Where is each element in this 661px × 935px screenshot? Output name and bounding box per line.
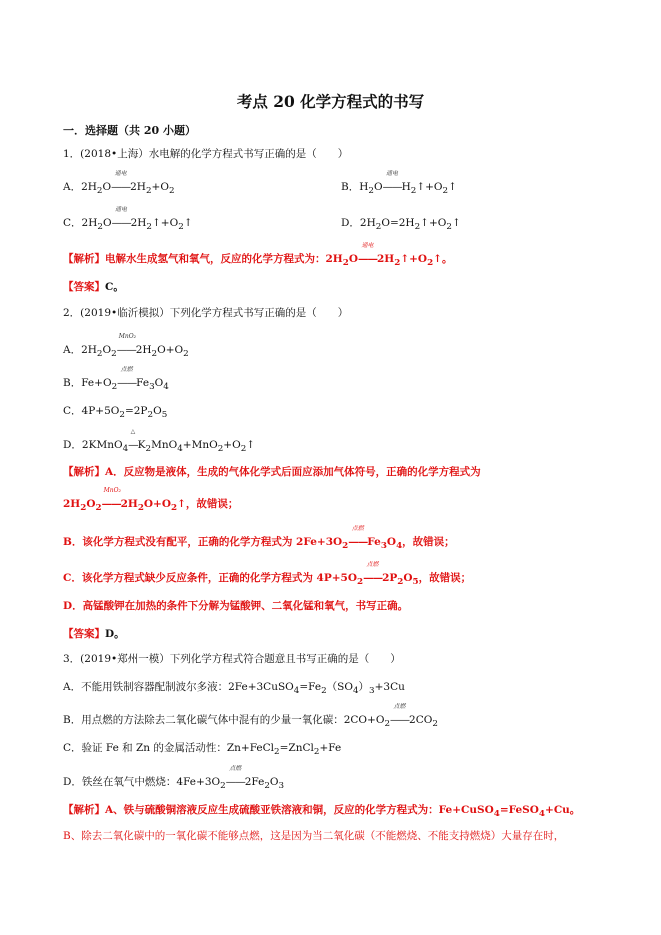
q2-analysis-a: 【解析】A．反应物是液体，生成的气体化学式后面应添加气体符号，正确的化学方程式为 (63, 466, 481, 478)
question-2-stem: 2．(2019•临沂模拟）下列化学方程式书写正确的是（ ） (63, 307, 349, 319)
page-title: 考点 20 化学方程式的书写 (236, 92, 425, 111)
q3-option-c: C．验证 Fe 和 Zn 的金属活动性：Zn+FeCl$_2$=ZnCl$_2$+Fe (63, 742, 342, 758)
reaction-arrow: 点燃 —— (117, 366, 137, 389)
q2-option-c: C．$4P+5O_2=2P_2O_5$ (63, 405, 168, 421)
q1-option-b: B．$H_2O$ 通电 $——H_2↑+O_2↑$ (341, 170, 457, 197)
q1-analysis: 【解析】电解水生成氢气和氧气，反应的化学方程式为：$2H_2O$ 通电 $——2H_2↑+O_2↑$。 (63, 242, 453, 269)
reaction-arrow: 点燃 —— (390, 703, 410, 726)
q3-option-b: B．用点燃的方法除去二氧化碳气体中混有的少量一氧化碳：$2CO+O_2$ 点燃 $——2CO_2$ (63, 703, 438, 730)
reaction-arrow: MnO₂ —— (101, 487, 121, 510)
q2-answer: 【答案】D。 (63, 628, 125, 640)
q3-analysis-a: 【解析】A、铁与硫酸铜溶液反应生成硫酸亚铁溶液和铜，反应的化学方程式为：Fe+CuSO$_4$=FeSO$_4$+Cu。 (63, 804, 581, 820)
reaction-arrow: 点燃 —— (348, 525, 368, 548)
q3-option-a: A．不能用铁制容器配制波尔多液：$2Fe+3CuSO_4=Fe_2(SO_4)_3+3Cu$ (63, 681, 405, 697)
q2-analysis-c: C．该化学方程式缺少反应条件，正确的化学方程式为 $4P+5O_2$ 点燃 $——2P_2O_5$，故错误； (63, 561, 472, 588)
section-heading: 一．选择题（共 20 小题） (63, 124, 196, 137)
reaction-arrow: 通电 —— (382, 170, 402, 193)
q2-option-b: B．$Fe+O_2$ 点燃 $——Fe_3O_4$ (63, 366, 169, 393)
question-1-stem: 1．(2018•上海）水电解的化学方程式书写正确的是（ ） (63, 148, 349, 160)
reaction-arrow: △ — (128, 428, 138, 451)
reaction-arrow: 通电 —— (111, 170, 131, 193)
q2-analysis-b: B．该化学方程式没有配平，正确的化学方程式为 $2Fe+3O_2$ 点燃 $——Fe_3O_4$，故错误； (63, 525, 455, 552)
q3-option-d: D．铁丝在氧气中燃烧：$4Fe+3O_2$ 点燃 $——2Fe_2O_3$ (63, 765, 285, 792)
reaction-arrow: 通电 —— (357, 242, 377, 265)
q1-option-d: D．$2H_2O=2H_2↑+O_2↑$ (341, 217, 461, 233)
q1-answer: 【答案】C。 (63, 281, 124, 293)
q2-option-d: D．2KMnO$_4$ △ $—K_2MnO_4+MnO_2+O_2↑$ (63, 428, 256, 455)
reaction-arrow: 点燃 —— (363, 561, 383, 584)
q3-analysis-b: B、除去二氧化碳中的一氧化碳不能够点燃，这是因为当二氧化碳（不能燃烧、不能支持燃烧）大量存在时， (63, 830, 565, 842)
q1-option-a: A．$2H_2O$ 通电 $——2H_2+O_2$ (63, 170, 175, 197)
q1-option-c: C．$2H_2O$ 通电 $——2H_2↑+O_2↑$ (63, 206, 193, 233)
q2-analysis-a-eq: $2H_2O_2$ MnO₂ $——2H_2O+O_2↑$，故错误； (63, 487, 239, 514)
q2-analysis-d: D．高锰酸钾在加热的条件下分解为锰酸钾、二氧化锰和氧气，书写正确。 (63, 600, 409, 612)
reaction-arrow: 通电 —— (111, 206, 131, 229)
reaction-arrow: MnO₂ —— (116, 333, 137, 356)
question-3-stem: 3．(2019•郑州一模）下列化学方程式符合题意且书写正确的是（ ） (63, 653, 401, 665)
q2-option-a: A．$2H_2O_2$ MnO₂ $——2H_2O+O_2$ (63, 333, 189, 360)
reaction-arrow: 点燃 —— (225, 765, 245, 788)
